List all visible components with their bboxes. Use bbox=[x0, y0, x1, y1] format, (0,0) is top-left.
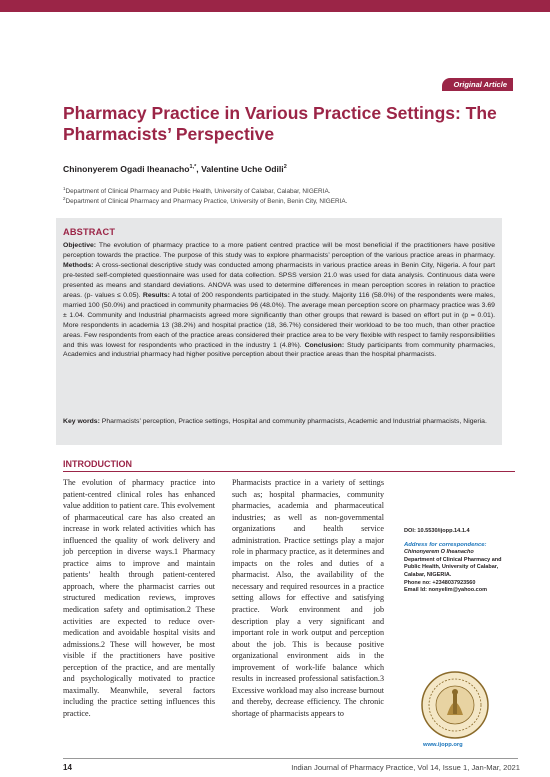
keywords-paragraph bbox=[63, 417, 495, 427]
top-color-bar bbox=[0, 0, 550, 12]
introduction-rule bbox=[63, 471, 515, 472]
abstract-heading: ABSTRACT bbox=[63, 227, 116, 237]
conclusion-text: Study participants from community pharmacies, Academics and industrial pharmacy had higher positive perception about their practice areas than the hospital pharmacists. bbox=[63, 341, 495, 359]
objective-text: The evolution of pharmacy practice to a more patient centred practice will be most beneficial if the practitioners have positive perception towards the practice. The purpose of this study was to explore pharmacists’ perception of the various practice areas in pharmacy. bbox=[63, 242, 495, 259]
corresponding-author-phone: Phone no: +2348037923560 bbox=[404, 579, 476, 586]
body-column-1: The evolution of pharmacy practice into patient-centred clinical roles has enhanced value addition to patient care. This evolvement of pharmaceutical care has also created an increase in work related activities which has influenced the quality of work delivery and job perception in diverse ways.1 Pharmacy practice aims to improve and maintain patients’ health through patient-centered approach, where the pharmacist carries out structured medication reviews, improves medication safety and optimisation.2 These activities are expected to reduce over-medication and avoidable hospital visits and admissions.2 These will however, be most visible if the practitioners have positive perception of the practice, and are mentally and psychologically motivated to practice maximally. Meanwhile, several factors including the practice setting influences this practice. bbox=[63, 478, 216, 718]
author-2-affil-marker: 2 bbox=[283, 164, 287, 171]
footer-rule bbox=[63, 758, 518, 759]
results-text: A total of 200 respondents participated in the study. Majority 116 (58.0%) of the respondents were males, married 100 (50.0%) and practiced in community pharmacies 96 (48.0%). The average mean perception score on pharmacy practice was 3.69 ± 1.04. Community and Industrial pharmacists agreed more significantly than other groups that reward is based on effort put in (p = 0.01). More respondents in academia 13 (38.2%) and hospital practice (18, 36.7%) considered their workload to be too much, than other practice areas. Few respondents from each of the practice areas considered their practice area to be very flexible with respect to family responsibilities and this was lowest for respondents who practiced in the industry 1 (4.8%). bbox=[63, 291, 496, 349]
conclusion-label: Conclusion: bbox=[304, 341, 345, 349]
address-label: Address for correspondence: bbox=[404, 541, 487, 548]
page-number: 14 bbox=[63, 763, 72, 772]
author-line bbox=[63, 164, 287, 174]
doi-link[interactable]: DOI: 10.5530/ijopp.14.1.4 bbox=[404, 528, 470, 534]
affiliation-2-text: Department of Clinical Pharmacy and Pharmacy Practice, University of Benin, Benin City, NIGERIA. bbox=[65, 198, 348, 206]
introduction-heading: INTRODUCTION bbox=[63, 459, 132, 469]
objective-label: Objective: bbox=[63, 242, 97, 249]
results-label: Results: bbox=[142, 291, 170, 299]
journal-seal-logo bbox=[420, 670, 490, 740]
author-2-name: Valentine Uche Odili bbox=[201, 164, 284, 174]
affiliation-1-text: Department of Clinical Pharmacy and Public Health, University of Calabar, Calabar, NIGERIA. bbox=[65, 188, 331, 196]
corresponding-author-name: Chinonyerem O Iheanacho bbox=[404, 549, 474, 556]
methods-text: A cross-sectional descriptive study was conducted among pharmacists in various practice areas in Benin City, Nigeria. A four part pre-tested self-completed questionnaire was used for data collection. SPSS version 21.0 was used for data analysis. Continuous data were presented as means and standard deviations. ANOVA was used to determine differences in mean perception scores in relation to practice areas. (p- values ≤ 0.05). bbox=[63, 261, 495, 299]
keywords-label: Key words: bbox=[63, 418, 100, 425]
keywords-text: Pharmacists’ perception, Practice settings, Hospital and community pharmacists, Academic and Industrial pharmacists, Nigeria. bbox=[99, 418, 487, 425]
article-type-label: Original Article bbox=[442, 78, 514, 91]
journal-citation: Indian Journal of Pharmacy Practice, Vol 14, Issue 1, Jan-Mar, 2021 bbox=[291, 763, 520, 772]
journal-website-link[interactable]: www.ijopp.org bbox=[423, 742, 463, 748]
author-separator: , bbox=[196, 164, 202, 174]
corresponding-author-email[interactable]: Email Id: nonyelim@yahoo.com bbox=[404, 587, 487, 594]
corresponding-author-department: Department of Clinical Pharmacy and Public Health, University of Calabar, Calabar, NIGERIA. bbox=[404, 556, 502, 578]
affiliation-1-number: 1 bbox=[63, 186, 66, 191]
author-1-name: Chinonyerem Ogadi Iheanacho bbox=[63, 164, 190, 174]
author-1-affil-marker: 1,* bbox=[189, 164, 197, 171]
article-title: Pharmacy Practice in Various Practice Settings: The Pharmacists’ Perspective bbox=[63, 103, 497, 144]
abstract-body bbox=[63, 241, 495, 360]
article-sidebar bbox=[404, 528, 518, 595]
body-column-2: Pharmacists practice in a variety of settings such as; hospital pharmacies, community pharmacies, academia and pharmaceutical industries; as well as non-governmental organizations and health service administration. Practice settings play a major role in pharmacy practice, as it determines and impacts on the roles and duties of a pharmacist. Also, the availability of the necessary and required resources in a practice setting allows for effective and satisfying practice. Work environment and job description play a very significant and important role in work output and perception about the job. This is because positive organizational environment aids in the improvement of work-life balance which results in increased professional satisfaction.3 Excessive workload may also increase burnout and thereby, decrease efficiency. The chronic shortage of pharmacists appears to bbox=[232, 478, 384, 718]
affiliation-2-number: 2 bbox=[63, 196, 66, 201]
affiliation-1 bbox=[63, 186, 513, 195]
affiliation-2 bbox=[63, 196, 513, 205]
methods-label: Methods: bbox=[63, 261, 94, 269]
